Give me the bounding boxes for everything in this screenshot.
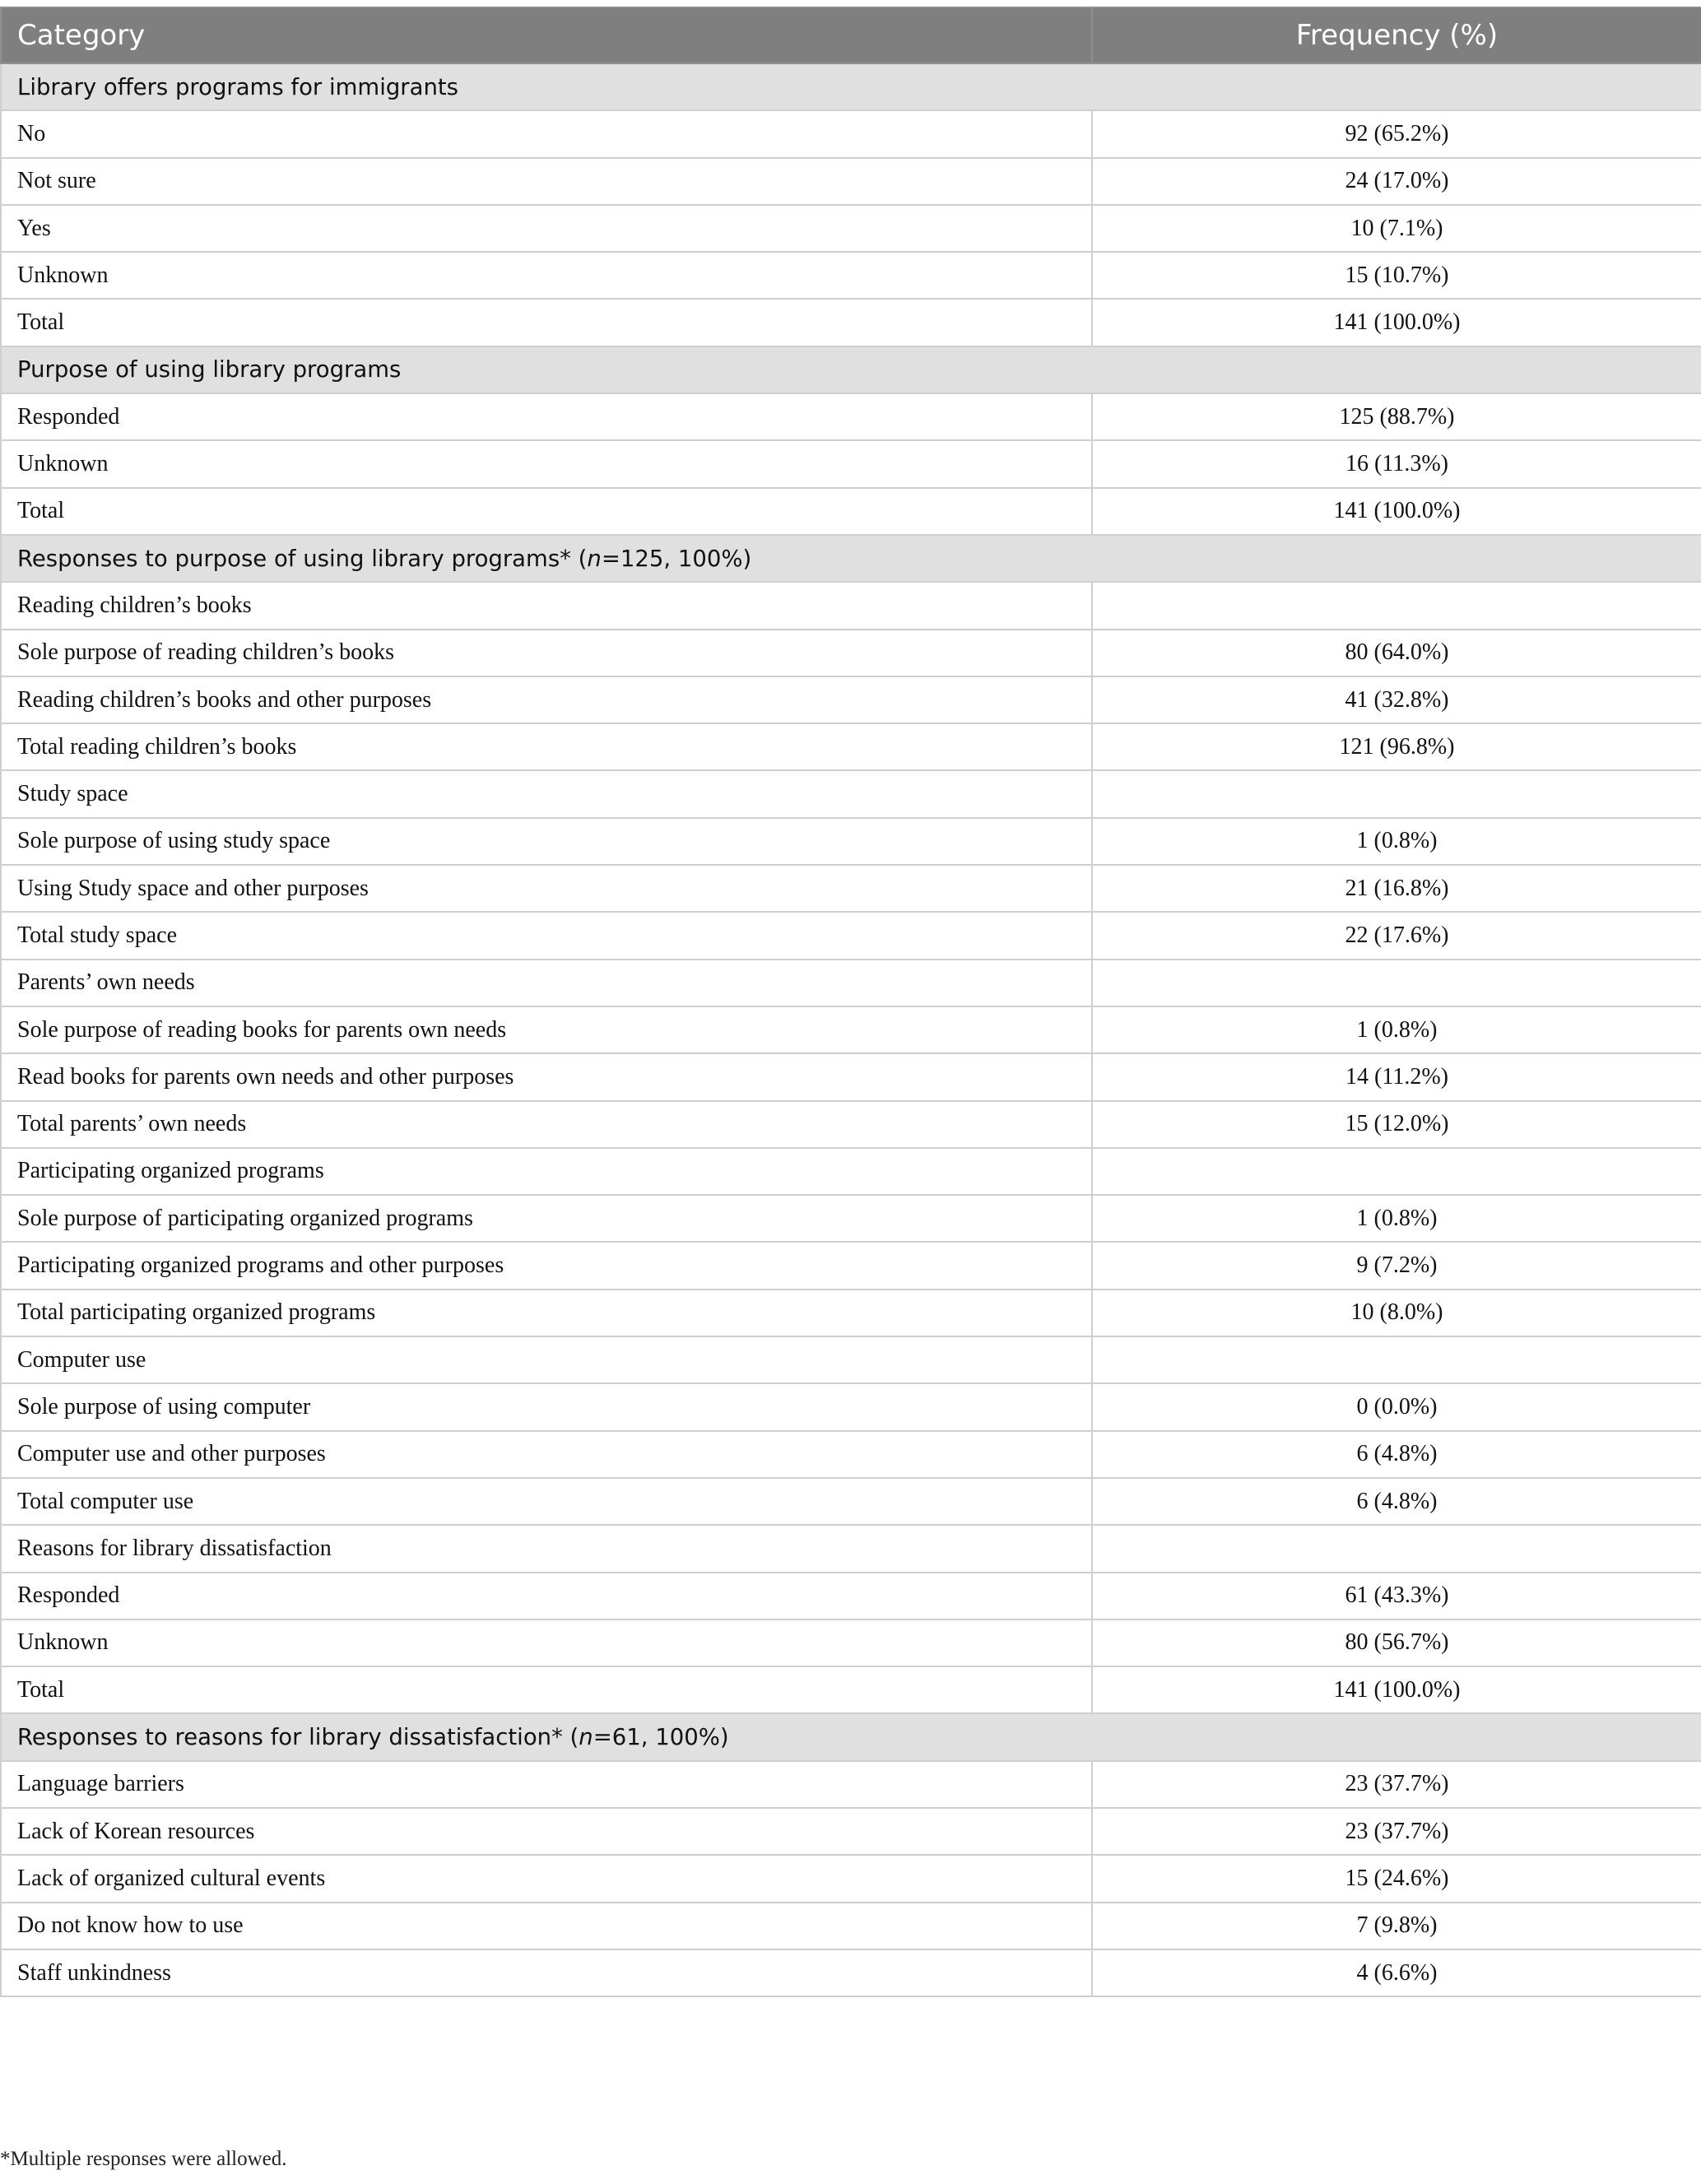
row-frequency: 0 (0.0%) — [1092, 1383, 1701, 1430]
row-frequency — [1092, 1525, 1701, 1572]
row-frequency: 15 (10.7%) — [1092, 252, 1701, 299]
table-row — [1, 1573, 1701, 1619]
row-frequency: 141 (100.0%) — [1092, 299, 1701, 346]
table-row — [1, 960, 1701, 1006]
row-category: Do not know how to use — [1, 1903, 1092, 1949]
table-row — [1, 393, 1701, 440]
table-row — [1, 1808, 1701, 1855]
section-title — [1, 63, 1701, 110]
table-row — [1, 1525, 1701, 1572]
table-row — [1, 1289, 1701, 1336]
section-title-text: Responses to purpose of using library programs* ( — [17, 545, 588, 572]
table-row — [1, 1619, 1701, 1666]
row-frequency: 15 (24.6%) — [1092, 1855, 1701, 1902]
row-category: Total reading children’s books — [1, 723, 1092, 770]
row-category: Total study space — [1, 912, 1092, 959]
row-category: Reasons for library dissatisfaction — [1, 1525, 1092, 1572]
row-frequency: 23 (37.7%) — [1092, 1761, 1701, 1808]
row-category: Participating organized programs — [1, 1148, 1092, 1195]
row-category: Total — [1, 1666, 1092, 1713]
table-row — [1, 1006, 1701, 1053]
row-category: Not sure — [1, 158, 1092, 205]
row-category: Unknown — [1, 440, 1092, 487]
row-category: Total — [1, 488, 1092, 535]
row-frequency: 92 (65.2%) — [1092, 110, 1701, 157]
table-footnote: *Multiple responses were allowed. — [0, 2148, 287, 2170]
row-frequency: 141 (100.0%) — [1092, 488, 1701, 535]
table-row — [1, 158, 1701, 205]
row-frequency: 6 (4.8%) — [1092, 1431, 1701, 1478]
section-header-row — [1, 1713, 1701, 1760]
row-category: Lack of Korean resources — [1, 1808, 1092, 1855]
row-category: Responded — [1, 393, 1092, 440]
table-row — [1, 770, 1701, 817]
row-frequency: 125 (88.7%) — [1092, 393, 1701, 440]
table-row — [1, 723, 1701, 770]
section-header-row — [1, 63, 1701, 110]
table-row — [1, 1053, 1701, 1100]
row-category: Computer use and other purposes — [1, 1431, 1092, 1478]
table-row — [1, 440, 1701, 487]
row-category: Reading children’s books and other purposes — [1, 676, 1092, 723]
header-frequency: Frequency (%) — [1092, 7, 1701, 63]
row-frequency: 1 (0.8%) — [1092, 1195, 1701, 1242]
row-frequency — [1092, 1148, 1701, 1195]
header-category: Category — [1, 7, 1092, 63]
table-row — [1, 1855, 1701, 1902]
section-title-text: Responses to reasons for library dissatisfaction* ( — [17, 1724, 579, 1751]
table-row — [1, 1761, 1701, 1808]
row-frequency: 6 (4.8%) — [1092, 1478, 1701, 1525]
row-category: Total participating organized programs — [1, 1289, 1092, 1336]
row-category: Reading children’s books — [1, 582, 1092, 629]
table-row — [1, 205, 1701, 252]
row-category: Sole purpose of reading books for parents own needs — [1, 1006, 1092, 1053]
table-row — [1, 1903, 1701, 1949]
table-row — [1, 1431, 1701, 1478]
row-category: Total computer use — [1, 1478, 1092, 1525]
row-category: Study space — [1, 770, 1092, 817]
row-frequency: 24 (17.0%) — [1092, 158, 1701, 205]
row-category: Total — [1, 299, 1092, 346]
section-title-italic: n — [587, 545, 602, 572]
row-frequency: 21 (16.8%) — [1092, 865, 1701, 912]
table-row — [1, 252, 1701, 299]
row-frequency — [1092, 1336, 1701, 1383]
frequency-table — [0, 7, 1701, 1997]
row-category: Language barriers — [1, 1761, 1092, 1808]
row-category: Total parents’ own needs — [1, 1101, 1092, 1148]
section-title — [1, 535, 1701, 582]
row-frequency: 4 (6.6%) — [1092, 1949, 1701, 1996]
section-title-text: Purpose of using library programs — [17, 356, 402, 383]
row-category: Using Study space and other purposes — [1, 865, 1092, 912]
row-frequency: 1 (0.8%) — [1092, 1006, 1701, 1053]
row-category: Participating organized programs and other purposes — [1, 1242, 1092, 1289]
row-category: Unknown — [1, 1619, 1092, 1666]
row-category: Sole purpose of participating organized programs — [1, 1195, 1092, 1242]
row-frequency: 7 (9.8%) — [1092, 1903, 1701, 1949]
row-category: Responded — [1, 1573, 1092, 1619]
row-category: Sole purpose of using computer — [1, 1383, 1092, 1430]
row-frequency — [1092, 960, 1701, 1006]
row-frequency: 80 (64.0%) — [1092, 630, 1701, 676]
table-row — [1, 1383, 1701, 1430]
table-row — [1, 912, 1701, 959]
table-row — [1, 818, 1701, 865]
table-row — [1, 1478, 1701, 1525]
table-row — [1, 1242, 1701, 1289]
row-category: Unknown — [1, 252, 1092, 299]
row-category: Sole purpose of using study space — [1, 818, 1092, 865]
section-title-suffix: =125, 100%) — [601, 545, 752, 572]
section-header-row — [1, 535, 1701, 582]
row-category: Read books for parents own needs and other purposes — [1, 1053, 1092, 1100]
row-frequency: 10 (7.1%) — [1092, 205, 1701, 252]
table-row — [1, 110, 1701, 157]
table-row — [1, 582, 1701, 629]
table-row — [1, 630, 1701, 676]
row-frequency: 1 (0.8%) — [1092, 818, 1701, 865]
row-frequency: 80 (56.7%) — [1092, 1619, 1701, 1666]
table-row — [1, 1949, 1701, 1996]
section-title-italic: n — [579, 1724, 593, 1751]
table-row — [1, 1666, 1701, 1713]
row-frequency: 10 (8.0%) — [1092, 1289, 1701, 1336]
row-frequency — [1092, 770, 1701, 817]
row-frequency: 141 (100.0%) — [1092, 1666, 1701, 1713]
row-frequency — [1092, 582, 1701, 629]
row-category: Computer use — [1, 1336, 1092, 1383]
table-row — [1, 1195, 1701, 1242]
row-category: Parents’ own needs — [1, 960, 1092, 1006]
section-header-row — [1, 346, 1701, 393]
row-frequency: 22 (17.6%) — [1092, 912, 1701, 959]
row-frequency: 61 (43.3%) — [1092, 1573, 1701, 1619]
row-category: Staff unkindness — [1, 1949, 1092, 1996]
row-category: Sole purpose of reading children’s books — [1, 630, 1092, 676]
table-row — [1, 1101, 1701, 1148]
section-title — [1, 346, 1701, 393]
row-category: No — [1, 110, 1092, 157]
row-category: Lack of organized cultural events — [1, 1855, 1092, 1902]
table-row — [1, 299, 1701, 346]
table-row — [1, 1336, 1701, 1383]
row-frequency: 41 (32.8%) — [1092, 676, 1701, 723]
section-title-text: Library offers programs for immigrants — [17, 73, 458, 100]
table-header — [1, 7, 1701, 63]
row-frequency: 121 (96.8%) — [1092, 723, 1701, 770]
section-title — [1, 1713, 1701, 1760]
header-row — [1, 7, 1701, 63]
row-frequency: 9 (7.2%) — [1092, 1242, 1701, 1289]
table-row — [1, 865, 1701, 912]
row-frequency: 23 (37.7%) — [1092, 1808, 1701, 1855]
row-frequency: 14 (11.2%) — [1092, 1053, 1701, 1100]
row-frequency: 15 (12.0%) — [1092, 1101, 1701, 1148]
table-body — [1, 63, 1701, 1996]
table-row — [1, 676, 1701, 723]
row-category: Yes — [1, 205, 1092, 252]
table-container — [0, 7, 1701, 1997]
table-row — [1, 1148, 1701, 1195]
row-frequency: 16 (11.3%) — [1092, 440, 1701, 487]
table-row — [1, 488, 1701, 535]
section-title-suffix: =61, 100%) — [593, 1724, 729, 1751]
